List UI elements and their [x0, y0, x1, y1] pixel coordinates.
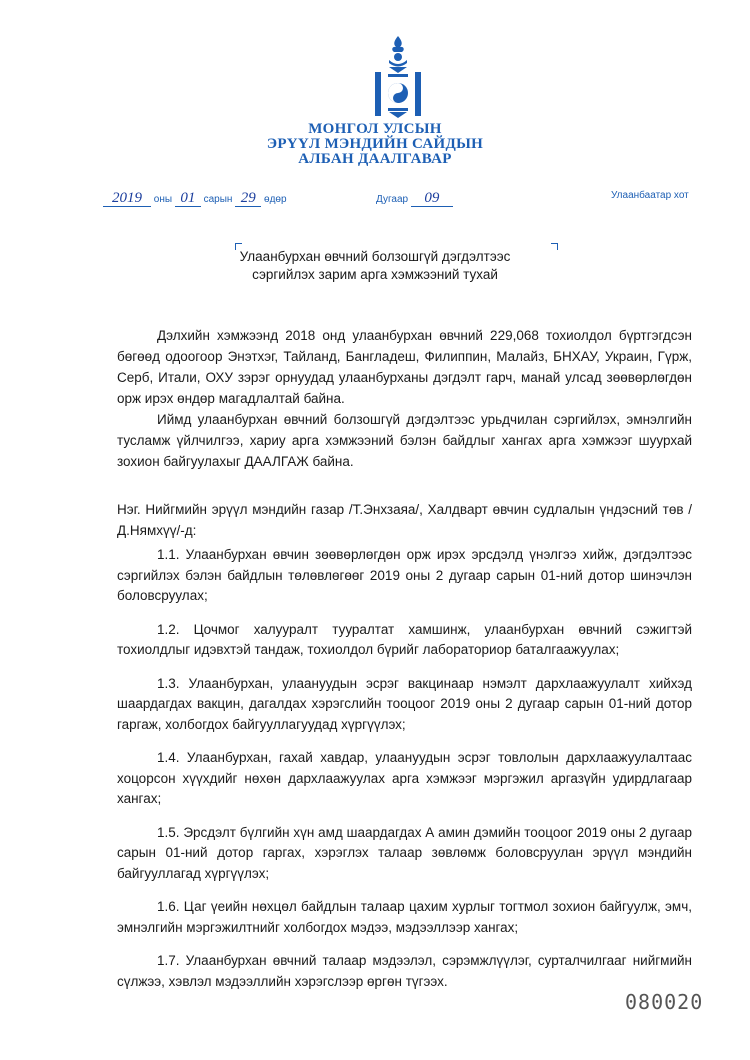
- list-item: 1.1. Улаанбурхан өвчин зөөвөрлөгдөн орж ирэх эрсдэлд үнэлгээ хийж, дэгдэлтээс сэргийлэх бэлэн байдлын төлөвлөгөөг 2019 оны 2 дугаар сарын 01-ний дотор шинэчлэн боловсруулах;: [117, 547, 692, 603]
- number-label: Дугаар: [376, 194, 409, 205]
- date-day-suffix: өдөр: [264, 194, 287, 205]
- subject-line1: Улаанбурхан өвчний болзошгүй дэгдэлтээс: [239, 249, 511, 264]
- instruction-list: [117, 545, 692, 1005]
- document-type: АЛБАН ДААЛГАВАР: [298, 151, 452, 167]
- date-month-suffix: сарын: [203, 194, 233, 205]
- list-item: 1.6. Цаг үеийн нөхцөл байдлын талаар цахим хурлыг тогтмол зохион байгуулж, эмч, эмнэлгийн мэргэжилтнийг холбогдох мэдээ, мэдээллээр хангах;: [117, 899, 692, 935]
- list-item: 1.7. Улаанбурхан өвчний талаар мэдээлэл, сэрэмжлүүлэг, сурталчилгааг нийгмийн сүлжээ, хэвлэл мэдээллийн хэрэгслээр өргөн түгээх.: [117, 953, 692, 989]
- number-value: 09: [411, 190, 453, 207]
- subject-line2: сэргийлэх зарим арга хэмжээний тухай: [252, 267, 498, 282]
- document-number: [376, 190, 453, 214]
- list-item: 1.2. Цочмог халууралт тууралтат хамшинж, улаанбурхан өвчний сэжигтэй тохиолдлыг идэвхтэй тандаж, тохиолдол бүрийг лабораториор баталгаажуулах;: [117, 621, 692, 657]
- intro-paragraph-1: Дэлхийн хэмжээнд 2018 онд улаанбурхан өвчний 229,068 тохиолдол бүртгэгдсэн бөгөөд одоогоор Энэтхэг, Тайланд, Бангладеш, Филиппин, Малайз, БНХАУ, Украин, Гүрж, Серб, Итали, ОХУ зэрэг орнуудад улаанбурханы дэгдэлт гарч, манай улсад зөөвөрлөгдөн орж ирэх өндөр магадлалтай байна.: [117, 328, 692, 406]
- document-date: [103, 190, 287, 214]
- soyombo-emblem-icon: [367, 36, 429, 120]
- date-year-suffix: оны: [153, 194, 173, 205]
- serial-number: 080020: [625, 990, 704, 1014]
- org-name-line1: МОНГОЛ УЛСЫН: [308, 121, 442, 137]
- intro-paragraph-2: Иймд улаанбурхан өвчний болзошгүй дэгдэлтээс урьдчилан сэргийлэх, эмнэлгийн тусламж үйлчилгээ, хариу арга хэмжээний бэлэн байдлыг хангах арга хэмжээг шуурхай зохион байгуулахыг ДААЛГАЖ байна.: [117, 412, 692, 469]
- list-item: 1.3. Улаанбурхан, улаануудын эсрэг вакцинаар нэмэлт дархлаажуулалт хийхэд шаардагдах вакцин, дагалдах хэрэгслийн тооцоог 2019 оны 2 дугаар сарын 01-ний дотор гаргаж, холбогдох байгууллагуудад хүргүүлэх;: [117, 675, 692, 732]
- subject-heading: [0, 248, 750, 284]
- addressee: Нэг. Нийгмийн эрүүл мэндийн газар /Т.Энхзаяа/, Халдварт өвчин судлалын үндэсний төв /Д.Нямхүү/-д:: [117, 502, 692, 538]
- org-name-line2: ЭРҮҮЛ МЭНДИЙН САЙДЫН: [266, 136, 484, 152]
- list-item: 1.5. Эрсдэлт бүлгийн хүн амд шаардагдах А амин дэмийн тооцоог 2019 оны 2 дугаар сарын 01-ний дотор гаргах, хэрэглэх талаар зөвлөмж боловсруулан эрүүл мэндийн байгууллагад хүргүүлэх;: [117, 824, 692, 881]
- date-month: 01: [175, 190, 201, 207]
- city: Улаанбаатар хот: [611, 190, 689, 201]
- date-year: 2019: [103, 190, 151, 207]
- date-day: 29: [235, 190, 261, 207]
- list-item: 1.4. Улаанбурхан, гахай хавдар, улаануудын эсрэг товлолын дархлаажуулалтаас хоцорсон хүүхдийг нөхөн дархлаажуулах арга хэмжээг мэргэжил аргазүйн удирдлагаар хангах;: [117, 750, 692, 806]
